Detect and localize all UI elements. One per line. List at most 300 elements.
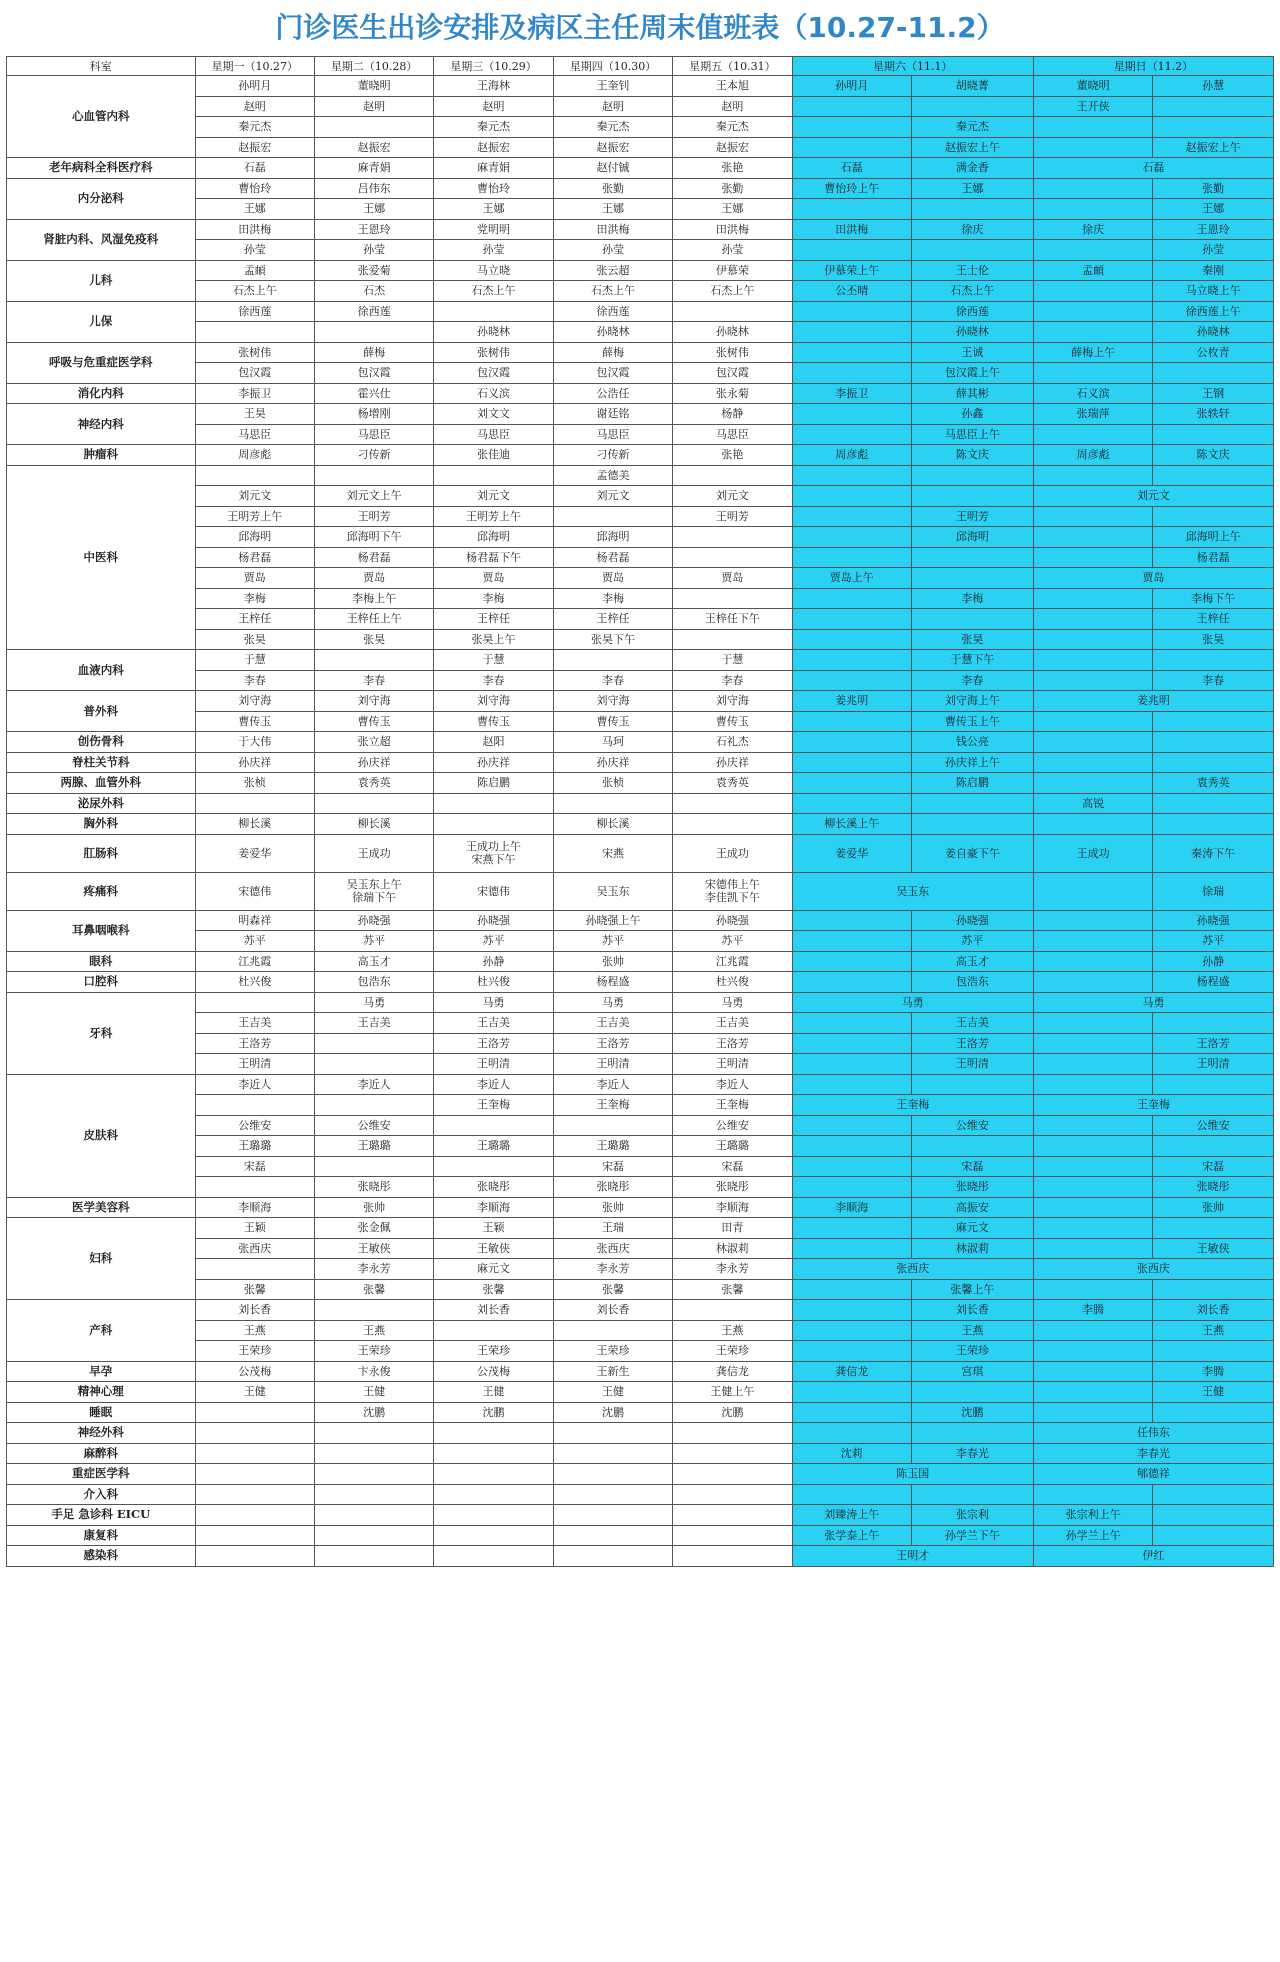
department-name: 内分泌科 <box>7 178 196 219</box>
schedule-cell: 王明才 <box>792 1546 1033 1567</box>
department-name: 消化内科 <box>7 383 196 404</box>
schedule-cell: 秦元杰 <box>553 117 672 138</box>
schedule-cell: 薛梅上午 <box>1033 342 1152 363</box>
schedule-cell: 公丕晴 <box>792 281 911 302</box>
schedule-cell <box>1153 1341 1274 1362</box>
schedule-cell: 苏平 <box>911 931 1033 952</box>
schedule-cell: 赵明 <box>434 96 553 117</box>
schedule-cell: 周彦彪 <box>792 445 911 466</box>
schedule-cell: 薛梅 <box>553 342 672 363</box>
schedule-cell <box>792 1238 911 1259</box>
schedule-cell: 马勇 <box>792 992 1033 1013</box>
schedule-cell: 吴玉东 <box>792 872 1033 910</box>
schedule-cell <box>792 951 911 972</box>
schedule-cell <box>792 342 911 363</box>
schedule-cell <box>314 1443 433 1464</box>
schedule-cell <box>792 1054 911 1075</box>
table-row <box>7 1402 1274 1423</box>
schedule-cell: 刁传新 <box>314 445 433 466</box>
schedule-cell <box>1153 1505 1274 1526</box>
schedule-cell: 江兆霞 <box>195 951 314 972</box>
schedule-cell: 赵明 <box>553 96 672 117</box>
table-row <box>7 1054 1274 1075</box>
schedule-cell <box>1033 629 1152 650</box>
schedule-cell <box>673 1423 792 1444</box>
schedule-cell: 伊红 <box>1033 1546 1273 1567</box>
schedule-cell <box>792 773 911 794</box>
department-name: 疼痛科 <box>7 872 196 910</box>
schedule-cell <box>1033 1279 1152 1300</box>
schedule-cell: 赵振宏 <box>314 137 433 158</box>
schedule-cell: 王本旭 <box>673 76 792 97</box>
department-name: 睡眠 <box>7 1402 196 1423</box>
table-row <box>7 506 1274 527</box>
schedule-cell <box>792 506 911 527</box>
schedule-cell <box>1033 301 1152 322</box>
schedule-cell <box>911 1136 1033 1157</box>
schedule-cell <box>1033 1115 1152 1136</box>
department-name: 麻醉科 <box>7 1443 196 1464</box>
schedule-cell <box>673 465 792 486</box>
schedule-cell: 杨增刚 <box>314 404 433 425</box>
schedule-cell: 公维安 <box>911 1115 1033 1136</box>
schedule-cell <box>673 547 792 568</box>
schedule-cell: 王士伦 <box>911 260 1033 281</box>
department-name: 耳鼻咽喉科 <box>7 910 196 951</box>
schedule-cell: 石杰上午 <box>673 281 792 302</box>
schedule-cell: 徐庆 <box>1033 219 1152 240</box>
schedule-cell: 赵阳 <box>434 732 553 753</box>
schedule-cell: 邱海明 <box>911 527 1033 548</box>
table-row <box>7 445 1274 466</box>
schedule-cell <box>911 814 1033 835</box>
schedule-cell-line: 王成功上午 <box>466 840 522 853</box>
schedule-cell: 孙明月 <box>792 76 911 97</box>
schedule-cell: 张馨 <box>673 1279 792 1300</box>
table-row <box>7 609 1274 630</box>
schedule-cell-line: 宋燕下午 <box>471 853 516 866</box>
table-row <box>7 1361 1274 1382</box>
table-row <box>7 1033 1274 1054</box>
schedule-cell: 张晓彤 <box>911 1177 1033 1198</box>
schedule-cell <box>673 588 792 609</box>
schedule-cell: 王梓任 <box>434 609 553 630</box>
table-row <box>7 1095 1274 1116</box>
schedule-cell: 马立晓上午 <box>1153 281 1274 302</box>
table-row <box>7 117 1274 138</box>
table-row <box>7 199 1274 220</box>
schedule-cell <box>1033 363 1152 384</box>
schedule-cell <box>1153 793 1274 814</box>
department-name: 手足 急诊科 EICU <box>7 1505 196 1526</box>
department-name: 心血管内科 <box>7 76 196 158</box>
schedule-cell: 宋磊 <box>1153 1156 1274 1177</box>
schedule-cell <box>314 117 433 138</box>
table-row <box>7 137 1274 158</box>
schedule-cell <box>911 1074 1033 1095</box>
schedule-cell: 公茂梅 <box>434 1361 553 1382</box>
schedule-cell: 袁秀英 <box>314 773 433 794</box>
schedule-cell: 曹怡玲 <box>434 178 553 199</box>
schedule-cell <box>1153 465 1274 486</box>
schedule-cell: 秦涛下午 <box>1153 834 1274 872</box>
schedule-cell: 柳长溪 <box>553 814 672 835</box>
schedule-cell: 田洪梅 <box>553 219 672 240</box>
schedule-cell <box>195 465 314 486</box>
table-row <box>7 1546 1274 1567</box>
schedule-cell: 刘守海 <box>673 691 792 712</box>
department-name: 普外科 <box>7 691 196 732</box>
schedule-cell: 李春 <box>673 670 792 691</box>
schedule-cell: 公维安 <box>673 1115 792 1136</box>
schedule-cell <box>792 1320 911 1341</box>
schedule-cell: 袁秀英 <box>673 773 792 794</box>
schedule-cell: 徐西莲上午 <box>1153 301 1274 322</box>
schedule-cell <box>1153 1013 1274 1034</box>
schedule-cell: 王璐璐 <box>195 1136 314 1157</box>
schedule-cell <box>434 1464 553 1485</box>
schedule-cell <box>195 1464 314 1485</box>
department-name: 眼科 <box>7 951 196 972</box>
schedule-cell: 包浩东 <box>911 972 1033 993</box>
schedule-cell: 王娜 <box>314 199 433 220</box>
schedule-cell: 高玉才 <box>314 951 433 972</box>
schedule-cell: 沈鹏 <box>314 1402 433 1423</box>
schedule-cell <box>1153 363 1274 384</box>
schedule-cell: 王吉美 <box>195 1013 314 1034</box>
table-row <box>7 650 1274 671</box>
schedule-cell <box>792 1156 911 1177</box>
schedule-cell: 张瑞萍 <box>1033 404 1152 425</box>
department-name: 精神心理 <box>7 1382 196 1403</box>
department-name: 口腔科 <box>7 972 196 993</box>
schedule-cell: 张永菊 <box>673 383 792 404</box>
schedule-cell <box>195 1095 314 1116</box>
schedule-cell: 刘守海 <box>195 691 314 712</box>
schedule-cell <box>434 1484 553 1505</box>
schedule-cell <box>195 1402 314 1423</box>
schedule-cell <box>673 872 792 910</box>
schedule-cell: 李春光 <box>1033 1443 1273 1464</box>
schedule-cell: 徐瑞 <box>1153 872 1274 910</box>
schedule-cell: 麻青娟 <box>314 158 433 179</box>
schedule-cell: 马思臣 <box>434 424 553 445</box>
schedule-cell: 李梅上午 <box>314 588 433 609</box>
schedule-cell: 伊慕荣 <box>673 260 792 281</box>
schedule-cell: 张勤 <box>553 178 672 199</box>
table-row <box>7 1177 1274 1198</box>
schedule-cell: 任伟东 <box>1033 1423 1273 1444</box>
schedule-cell: 王明清 <box>195 1054 314 1075</box>
schedule-cell: 王梓任 <box>553 609 672 630</box>
schedule-cell: 刘元文 <box>553 486 672 507</box>
schedule-cell <box>792 527 911 548</box>
schedule-cell: 刘文文 <box>434 404 553 425</box>
schedule-cell: 贾岛 <box>553 568 672 589</box>
schedule-cell <box>792 1013 911 1034</box>
schedule-cell: 王颖 <box>434 1218 553 1239</box>
schedule-cell: 王健 <box>1153 1382 1274 1403</box>
schedule-cell <box>792 609 911 630</box>
schedule-cell: 陈玉国 <box>792 1464 1033 1485</box>
table-row <box>7 1238 1274 1259</box>
schedule-cell: 马思臣上午 <box>911 424 1033 445</box>
schedule-cell: 于慧 <box>673 650 792 671</box>
schedule-cell: 王燕 <box>314 1320 433 1341</box>
schedule-cell: 张馨 <box>553 1279 672 1300</box>
table-row <box>7 951 1274 972</box>
schedule-cell: 马思臣 <box>673 424 792 445</box>
schedule-cell: 霍兴仕 <box>314 383 433 404</box>
table-row <box>7 814 1274 835</box>
schedule-cell: 秦元杰 <box>195 117 314 138</box>
table-row <box>7 834 1274 872</box>
schedule-cell <box>792 547 911 568</box>
schedule-cell <box>1033 972 1152 993</box>
schedule-cell: 张树伟 <box>673 342 792 363</box>
department-name: 重症医学科 <box>7 1464 196 1485</box>
schedule-cell <box>911 547 1033 568</box>
schedule-cell <box>1033 1156 1152 1177</box>
table-row <box>7 629 1274 650</box>
schedule-cell: 孟頔 <box>1033 260 1152 281</box>
schedule-cell: 苏平 <box>434 931 553 952</box>
schedule-cell: 李永芳 <box>673 1259 792 1280</box>
schedule-cell: 王明清 <box>911 1054 1033 1075</box>
table-row <box>7 322 1274 343</box>
schedule-cell: 孙晓林 <box>673 322 792 343</box>
schedule-cell: 柳长溪 <box>314 814 433 835</box>
schedule-cell <box>553 1115 672 1136</box>
schedule-cell: 王新生 <box>553 1361 672 1382</box>
schedule-cell <box>314 1423 433 1444</box>
schedule-cell: 王荣珍 <box>314 1341 433 1362</box>
schedule-cell: 赵振宏 <box>195 137 314 158</box>
schedule-cell: 王昊 <box>195 404 314 425</box>
table-row <box>7 178 1274 199</box>
schedule-cell <box>1033 1218 1152 1239</box>
schedule-cell: 龚信龙 <box>792 1361 911 1382</box>
schedule-cell: 宫琪 <box>911 1361 1033 1382</box>
schedule-cell: 张宗利上午 <box>1033 1505 1152 1526</box>
schedule-cell: 李春 <box>1153 670 1274 691</box>
schedule-cell: 邱海明 <box>434 527 553 548</box>
department-name: 神经内科 <box>7 404 196 445</box>
schedule-cell: 石杰上午 <box>911 281 1033 302</box>
schedule-cell <box>1033 773 1152 794</box>
schedule-cell: 张西庆 <box>195 1238 314 1259</box>
schedule-cell: 张馨上午 <box>911 1279 1033 1300</box>
schedule-cell: 王钢 <box>1153 383 1274 404</box>
department-name: 皮肤科 <box>7 1074 196 1197</box>
schedule-cell: 曹怡玲上午 <box>792 178 911 199</box>
schedule-cell: 王明清 <box>1153 1054 1274 1075</box>
schedule-cell <box>195 1423 314 1444</box>
department-name: 血液内科 <box>7 650 196 691</box>
header-day: 星期三（10.29） <box>434 57 553 76</box>
department-name: 脊柱关节科 <box>7 752 196 773</box>
schedule-cell: 姜爱华 <box>195 834 314 872</box>
schedule-cell: 包汉霞 <box>434 363 553 384</box>
header-row <box>7 57 1274 76</box>
schedule-cell: 张昊 <box>911 629 1033 650</box>
table-row <box>7 568 1274 589</box>
schedule-cell: 贾岛 <box>434 568 553 589</box>
schedule-cell: 王敏侠 <box>1153 1238 1274 1259</box>
schedule-cell: 马思臣 <box>314 424 433 445</box>
schedule-cell <box>1153 1074 1274 1095</box>
table-row <box>7 910 1274 931</box>
schedule-cell: 张昊下午 <box>553 629 672 650</box>
schedule-cell: 林淑莉 <box>911 1238 1033 1259</box>
table-row <box>7 1320 1274 1341</box>
schedule-cell: 孙莹 <box>314 240 433 261</box>
schedule-cell: 姜自豪下午 <box>911 834 1033 872</box>
schedule-cell <box>1153 1525 1274 1546</box>
schedule-cell <box>792 910 911 931</box>
schedule-cell <box>792 1279 911 1300</box>
department-name: 儿科 <box>7 260 196 301</box>
page-title: 门诊医生出诊安排及病区主任周末值班表（10.27-11.2） <box>275 11 1005 44</box>
schedule-cell-line: 徐瑞下午 <box>352 891 397 904</box>
schedule-cell: 沈鹏 <box>673 1402 792 1423</box>
department-name: 妇科 <box>7 1218 196 1300</box>
schedule-cell <box>673 629 792 650</box>
schedule-cell: 张西庆 <box>553 1238 672 1259</box>
schedule-cell: 公维安 <box>1153 1115 1274 1136</box>
schedule-cell <box>434 1546 553 1567</box>
table-row <box>7 96 1274 117</box>
schedule-cell: 刘长香 <box>434 1300 553 1321</box>
department-name: 牙科 <box>7 992 196 1074</box>
schedule-cell: 王燕 <box>195 1320 314 1341</box>
schedule-cell: 贾岛 <box>314 568 433 589</box>
schedule-cell: 李近人 <box>195 1074 314 1095</box>
schedule-cell: 孙庆祥 <box>553 752 672 773</box>
schedule-cell: 王娜 <box>1153 199 1274 220</box>
department-name: 老年病科全科医疗科 <box>7 158 196 179</box>
schedule-cell: 李顺海 <box>434 1197 553 1218</box>
schedule-cell: 张轶轩 <box>1153 404 1274 425</box>
schedule-cell <box>314 1505 433 1526</box>
schedule-cell <box>1033 814 1152 835</box>
table-row <box>7 1218 1274 1239</box>
table-row <box>7 383 1274 404</box>
schedule-cell <box>792 117 911 138</box>
schedule-cell <box>1033 137 1152 158</box>
schedule-cell <box>553 1525 672 1546</box>
schedule-cell: 王荣珍 <box>553 1341 672 1362</box>
schedule-cell: 刘长香 <box>195 1300 314 1321</box>
schedule-cell: 高玉才 <box>911 951 1033 972</box>
schedule-cell: 王娜 <box>911 178 1033 199</box>
schedule-cell: 张帅 <box>314 1197 433 1218</box>
schedule-cell: 赵振宏上午 <box>911 137 1033 158</box>
schedule-cell: 张树伟 <box>434 342 553 363</box>
schedule-cell: 孙慧 <box>1153 76 1274 97</box>
schedule-cell: 刘长香 <box>1153 1300 1274 1321</box>
schedule-cell: 李顺海 <box>195 1197 314 1218</box>
schedule-cell: 王明芳 <box>673 506 792 527</box>
schedule-cell <box>1033 1382 1152 1403</box>
schedule-cell: 石礼杰 <box>673 732 792 753</box>
schedule-cell: 王敏侠 <box>314 1238 433 1259</box>
header-day: 星期六（11.1） <box>792 57 1033 76</box>
schedule-cell <box>792 670 911 691</box>
table-row <box>7 1423 1274 1444</box>
schedule-cell: 刘元文上午 <box>314 486 433 507</box>
schedule-cell: 孙庆祥 <box>314 752 433 773</box>
schedule-cell: 张金佩 <box>314 1218 433 1239</box>
schedule-cell <box>792 1074 911 1095</box>
schedule-cell <box>911 1423 1033 1444</box>
schedule-cell <box>553 1484 672 1505</box>
schedule-cell <box>1033 547 1152 568</box>
department-name: 肾脏内科、风湿免疫科 <box>7 219 196 260</box>
schedule-cell: 孙庆祥 <box>195 752 314 773</box>
schedule-cell <box>1033 1341 1152 1362</box>
table-row <box>7 752 1274 773</box>
table-row <box>7 711 1274 732</box>
schedule-cell <box>1033 178 1152 199</box>
table-row <box>7 992 1274 1013</box>
department-name: 医学美容科 <box>7 1197 196 1218</box>
schedule-cell: 曹传玉 <box>434 711 553 732</box>
schedule-cell: 马立晓 <box>434 260 553 281</box>
schedule-cell: 陈文庆 <box>911 445 1033 466</box>
schedule-cell: 张晓彤 <box>1153 1177 1274 1198</box>
schedule-cell <box>1033 931 1152 952</box>
schedule-cell <box>911 1382 1033 1403</box>
schedule-cell <box>792 972 911 993</box>
schedule-cell <box>911 96 1033 117</box>
schedule-cell: 张帅 <box>553 1197 672 1218</box>
header-day: 星期四（10.30） <box>553 57 672 76</box>
schedule-cell <box>792 1177 911 1198</box>
table-row <box>7 793 1274 814</box>
schedule-cell: 袁秀英 <box>1153 773 1274 794</box>
schedule-cell: 田青 <box>673 1218 792 1239</box>
schedule-cell: 刘长香 <box>553 1300 672 1321</box>
table-row <box>7 972 1274 993</box>
schedule-cell: 刘臻涛上午 <box>792 1505 911 1526</box>
table-row <box>7 1300 1274 1321</box>
schedule-cell: 包汉霞 <box>673 363 792 384</box>
schedule-cell: 王荣珍 <box>673 1341 792 1362</box>
schedule-cell: 李春 <box>434 670 553 691</box>
schedule-cell <box>1033 872 1152 910</box>
schedule-cell: 赵振宏 <box>553 137 672 158</box>
schedule-cell <box>673 1505 792 1526</box>
schedule-cell: 赵明 <box>673 96 792 117</box>
schedule-cell: 张桢 <box>553 773 672 794</box>
schedule-cell: 吴玉东 <box>553 872 672 910</box>
schedule-cell <box>434 1525 553 1546</box>
schedule-cell: 姜兆明 <box>1033 691 1273 712</box>
schedule-cell: 王奎梅 <box>792 1095 1033 1116</box>
department-name: 胸外科 <box>7 814 196 835</box>
schedule-cell-line: 宋德伟上午 <box>704 878 760 891</box>
schedule-cell: 李振卫 <box>195 383 314 404</box>
schedule-cell <box>434 1423 553 1444</box>
table-row <box>7 301 1274 322</box>
table-row <box>7 547 1274 568</box>
schedule-cell: 孙晓强 <box>1153 910 1274 931</box>
schedule-cell <box>434 834 553 872</box>
table-row <box>7 1136 1274 1157</box>
table-row <box>7 1156 1274 1177</box>
schedule-cell: 王梓任上午 <box>314 609 433 630</box>
